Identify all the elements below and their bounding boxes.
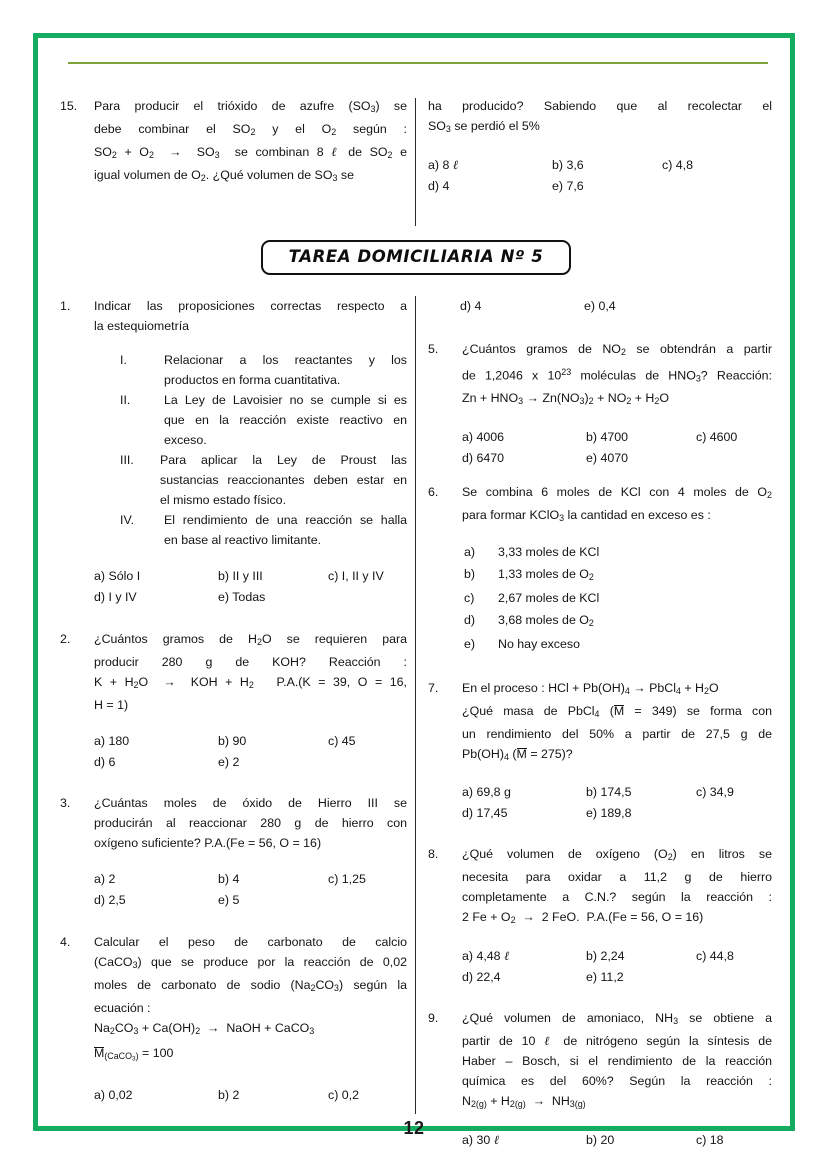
option-d[interactable]: d) 17,45 [462, 806, 508, 821]
option-b[interactable]: b) 2,24 [586, 949, 625, 964]
option-b[interactable]: b) 174,5 [586, 785, 632, 800]
option-c[interactable]: c) 45 [328, 733, 356, 748]
option-c[interactable]: c) 4,8 [662, 157, 693, 172]
proposition-numeral: I. [120, 353, 127, 367]
option-text: 1,33 moles de $O_2$ [498, 566, 594, 582]
option-c[interactable]: c) 34,9 [696, 785, 734, 800]
banner-box [261, 240, 572, 275]
proposition-numeral: III. [120, 453, 134, 467]
question-number: 3. [60, 795, 71, 810]
option-b[interactable]: b) 3,6 [552, 157, 584, 172]
option-c[interactable]: c) 0,2 [328, 1088, 359, 1103]
option-d[interactable]: d) I y IV [94, 590, 137, 604]
right-column [428, 296, 772, 1164]
option-e[interactable] [464, 634, 772, 656]
question-number: 5. [428, 342, 439, 356]
question-number: 15. [60, 99, 78, 113]
question-8 [428, 844, 772, 988]
answer-options [462, 542, 772, 655]
option-b[interactable] [464, 564, 772, 588]
option-label: d) [464, 612, 476, 627]
option-a[interactable]: a) 4,48 ℓ [462, 949, 510, 964]
question-text: ¿Cuántos gramos de $H_2O$ se requieren para producir 280 g de KOH? Reacción : $K + H_2O$ → KOH + $H_2$ P.A.(K = 39, O = 16, H = 1) [94, 632, 408, 712]
question-15-continuation [428, 96, 772, 197]
proposition-IV: IV. El rendimiento de una reacción se halla en base al reactivo limitante. [120, 510, 407, 550]
banner-title: TAREA DOMICILIARIA Nº 5 [288, 247, 544, 266]
option-b[interactable]: b) 20 [586, 1133, 615, 1148]
question-text: En el proceso : HCl + $Pb(OH)_4$ → PbCl$_4$ + $H_2O$ ¿Qué masa de PbCl$_4$ (M = 349) se forma con un rendimiento del 50% a partir de 27,5 g de $Pb(OH)_4$ (M = 275)? [462, 680, 772, 762]
option-text: 2,67 moles de KCl [498, 591, 600, 606]
option-e[interactable]: e) 11,2 [586, 970, 624, 985]
option-text: No hay exceso [498, 637, 580, 652]
option-text: 3,33 moles de KCl [498, 545, 600, 560]
question-3 [60, 793, 407, 911]
question-4-continuation [428, 296, 772, 317]
proposition-numeral: IV. [120, 513, 135, 527]
answer-options [462, 427, 772, 469]
option-e[interactable]: e) 189,8 [586, 806, 632, 821]
option-a[interactable]: a) 4006 [462, 430, 505, 445]
answer-options [462, 782, 772, 824]
answer-options [94, 1085, 407, 1106]
answer-options [428, 155, 772, 197]
top-carryover-section [60, 96, 772, 236]
option-d[interactable]: d) 22,4 [462, 970, 501, 985]
option-label: c) [464, 591, 475, 606]
proposition-III: III. Para aplicar la Ley de Proust las sustancias reaccionantes deben estar en el mismo estado físico. [120, 450, 407, 510]
option-e[interactable]: e) 0,4 [584, 299, 616, 313]
proposition-numeral: II. [120, 393, 131, 407]
option-label: a) [464, 545, 476, 560]
option-d[interactable] [464, 610, 772, 634]
page-number: 12 [403, 1118, 425, 1138]
option-b[interactable]: b) 4 [218, 871, 240, 886]
column-divider-main [415, 296, 416, 1114]
option-c[interactable]: c) 1,25 [328, 871, 366, 886]
option-b[interactable]: b) 2 [218, 1088, 240, 1103]
question-number: 8. [428, 847, 439, 862]
question-15 [60, 96, 407, 188]
question-7 [428, 678, 772, 825]
proposition-II: II. La Ley de Lavoisier no se cumple si es que en la reacción existe reactivo en exceso. [120, 390, 407, 450]
option-a[interactable]: a) 8 ℓ [428, 157, 458, 172]
option-a[interactable]: a) 0,02 [94, 1088, 133, 1103]
option-c[interactable]: c) 44,8 [696, 949, 734, 964]
question-number: 9. [428, 1011, 439, 1026]
column-divider-top [415, 98, 416, 226]
option-c[interactable]: c) I, II y IV [328, 569, 384, 583]
option-text: 3,68 moles de $O_2$ [498, 612, 594, 628]
top-left-column [60, 96, 407, 201]
question-text: Para producir el trióxido de azufre $(SO_3)$ se debe combinar el $SO_2$ y el $O_2$ según : $SO_2 + O_2 \to SO_3$ se combinan 8 ℓ de $SO_2$ e igual volumen de $O_2$. ¿Qué volumen de $SO_3$ se [94, 99, 408, 183]
question-2 [60, 629, 407, 773]
main-questions-section [60, 296, 773, 1148]
option-b[interactable]: b) 90 [218, 733, 247, 748]
option-e[interactable]: e) 5 [218, 892, 240, 907]
question-number: 1. [60, 299, 71, 313]
question-4 [60, 932, 407, 1106]
option-e[interactable]: e) 2 [218, 754, 240, 769]
answer-options [462, 946, 772, 988]
left-column [60, 296, 407, 1119]
option-c[interactable]: c) 18 [696, 1133, 724, 1148]
option-e[interactable]: e) Todas [218, 590, 266, 604]
option-d[interactable]: d) 2,5 [94, 892, 126, 907]
option-a[interactable]: a) 180 [94, 733, 130, 748]
section-banner [60, 240, 772, 275]
question-text: ¿Cuántas moles de óxido de Hierro III se producirán al reaccionar 280 g de hierro con oxígeno suficiente? P.A.(Fe = 56, O = 16) [94, 795, 407, 850]
question-text: ¿Cuántos gramos de $NO_2$ se obtendrán a partir de 1,2046 x $10^{23}$ moléculas de $HNO_3$? Reacción: $Zn + HNO_3 \to Zn(NO_3)_2 + NO_2 + H_2O$ [462, 342, 772, 407]
question-1 [60, 296, 407, 608]
option-c[interactable] [464, 588, 772, 610]
option-c[interactable]: c) 4600 [696, 430, 738, 445]
option-d[interactable]: d) 4 [428, 178, 450, 193]
option-a[interactable]: a) 2 [94, 871, 116, 886]
option-d[interactable]: d) 4 [460, 299, 482, 313]
roman-proposition-list [94, 350, 407, 550]
option-a[interactable]: a) 30 ℓ [462, 1133, 499, 1148]
option-label: b) [464, 566, 476, 581]
answer-options [94, 869, 407, 911]
page-content [60, 44, 773, 1148]
option-b[interactable]: b) 4700 [586, 430, 629, 445]
question-number: 4. [60, 934, 71, 949]
question-text: ¿Qué volumen de amoniaco, $NH_3$ se obtiene a partir de 10 ℓ de nitrógeno según la síntesis de Haber – Bosch, si el rendimiento de la reacción química es del 60%? Según la reacción : $N_{2(g)} + H_{2(g)} \to NH_{3(g)}$ [462, 1011, 772, 1110]
option-b[interactable]: b) II y III [218, 569, 263, 583]
question-text: ¿Qué volumen de oxígeno $(O_2)$ en litros se necesita para oxidar a 11,2 g de hierro completamente a C.N.? según la reacción : 2 $Fe + O_2 \to 2$ FeO. P.A.(Fe = 56, O = 16) [462, 847, 773, 926]
option-a[interactable]: a) 69,8 g [462, 785, 511, 800]
option-e[interactable]: e) 7,6 [552, 178, 584, 193]
answer-options [460, 296, 772, 317]
option-a[interactable] [464, 542, 772, 564]
option-e[interactable]: e) 4070 [586, 451, 629, 466]
option-label: e) [464, 637, 476, 652]
question-number: 6. [428, 485, 439, 500]
question-text: Se combina 6 moles de KCl con 4 moles de $O_2$ para formar KClO$_3$ la cantidad en exceso es : [462, 485, 772, 524]
question-number: 7. [428, 680, 439, 695]
header-rule [68, 62, 768, 64]
question-6 [428, 482, 772, 655]
option-a[interactable]: a) Sólo I [94, 569, 141, 583]
question-5 [428, 339, 772, 469]
question-number: 2. [60, 632, 71, 646]
question-text: Calcular el peso de carbonato de calcio (CaCO$_3$) que se produce por la reacción de 0,02 moles de carbonato de sodio $(Na_2CO_3)$ según la ecuación : $Na_2CO_3 + Ca(OH)_2$ → NaOH + CaCO$_3$ $M_{(CaCO_3)} = 100$ [94, 934, 407, 1063]
question-text: Indicar las proposiciones correctas respecto a la estequiometría [94, 299, 407, 333]
question-text-continuation: ha producido? Sabiendo que al recolectar el $SO_3$ se perdió el 5% [428, 99, 772, 134]
option-d[interactable]: d) 6 [94, 754, 116, 769]
proposition-I: I. Relacionar a los reactantes y los productos en forma cuantitativa. [120, 350, 407, 390]
top-right-column [428, 96, 772, 210]
answer-options [94, 731, 407, 773]
option-d[interactable]: d) 6470 [462, 451, 505, 466]
answer-options [94, 566, 407, 608]
